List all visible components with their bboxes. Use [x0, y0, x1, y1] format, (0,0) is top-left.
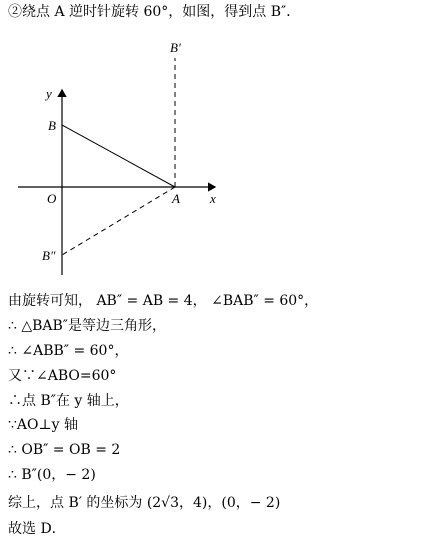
- solution-line-6: ∵AO⊥y 轴: [8, 417, 79, 433]
- solution-line-7: ∴ OB″ = OB = 2: [8, 442, 121, 458]
- axis-label-x: x: [210, 191, 216, 206]
- point-label-O: O: [47, 191, 57, 206]
- axis-label-y: y: [46, 86, 52, 101]
- solution-line-2: ∴ △BAB″是等边三角形，: [8, 318, 167, 334]
- solution-line-1: 由旋转可知， AB″ = AB = 4， ∠BAB″ = 60°，: [8, 293, 319, 309]
- solution-line-10: 故选 D．: [8, 521, 66, 537]
- point-label-B-prime: B′: [170, 40, 181, 55]
- solution-line-9: 综上，点 B′ 的坐标为 (2√3，4)，(0，− 2): [8, 495, 281, 511]
- segment-BA: [62, 125, 175, 187]
- point-label-A: A: [172, 191, 180, 206]
- solution-line-5: ∴点 B″在 y 轴上，: [8, 393, 129, 409]
- solution-line-3: ∴ ∠ABB″ = 60°，: [8, 343, 129, 359]
- solution-line-8: ∴ B″(0，− 2): [8, 467, 96, 483]
- header-line: ②绕点 A 逆时针旋转 60°，如图，得到点 B″．: [8, 4, 301, 20]
- segment-AB-double: [62, 187, 175, 255]
- point-label-B: B: [48, 118, 56, 133]
- solution-line-4: 又∵∠ABO=60°: [8, 368, 117, 384]
- point-label-B-double: B″: [42, 248, 56, 263]
